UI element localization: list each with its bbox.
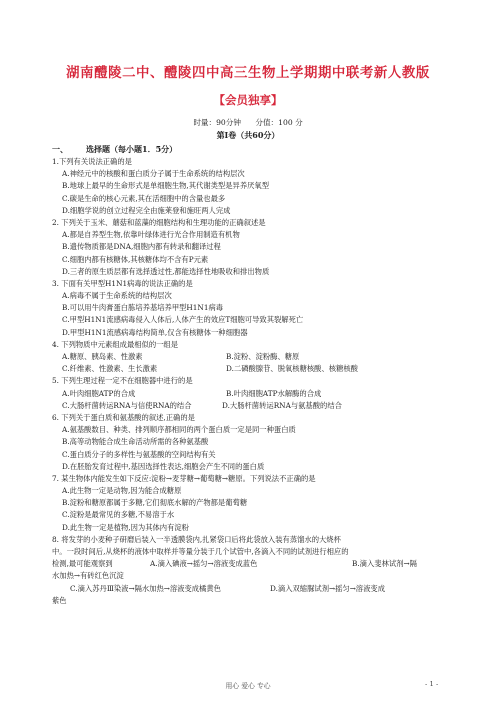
option-continued: 紫色: [52, 595, 67, 605]
page-number: - 1 -: [425, 680, 439, 688]
footer-text: 用心 爱心 专心: [225, 682, 271, 690]
question-stem: 5. 下列生理过程一定不在细胞器中进行的是: [52, 376, 193, 386]
question-stem: 1.下列有关说法正确的是: [52, 157, 132, 166]
option: D.三者的原生质层都有选择透过性,都能选择性地吸收和排出物质: [62, 266, 270, 276]
option: C.滴入苏丹Ⅲ染液→隔水加热→溶液变成橘黄色: [70, 583, 221, 593]
option: C.淀粉是最常见的多糖,不易溶于水: [62, 510, 175, 520]
option: A.病毒不属于生命系统的结构层次: [62, 291, 172, 301]
option: C.甲型H1N1流感病毒侵入人体后,人体产生的效应T细胞可导致其裂解死亡: [62, 315, 304, 325]
option: D.此生物一定是植物,因为其体内有淀粉: [62, 522, 189, 532]
option: A.滴入碘液→摇匀→溶液变成蓝色: [150, 559, 258, 569]
option: C.碳是生命的核心元素,其在活细胞中的含量也最多: [62, 193, 226, 203]
option-row: [52, 400, 452, 412]
option: A.糖原、胰岛素、性激素: [62, 352, 143, 361]
question-stem: 3. 下面有关甲型H1N1病毒的说法正确的是: [52, 278, 193, 288]
option: B.可以用牛肉膏蛋白胨培养基培养甲型H1N1病毒: [62, 303, 224, 313]
option: B.淀粉和糖原都属于多糖,它们彻底水解的产物都是葡萄糖: [62, 498, 248, 508]
question-stem-line: [52, 558, 452, 570]
question-stem: 7. 某生物体内能发生如下反应:淀粉→麦芽糖→葡萄糖→糖原。下列说法不正确的是: [52, 473, 316, 483]
option: B.叶肉细胞ATP水解酶的合成: [226, 388, 322, 398]
question-list: [52, 156, 452, 607]
option: B.遗传物质都是DNA,细胞内都有转录和翻译过程: [62, 242, 221, 252]
option: D.细胞学说的创立过程完全由施莱登和施旺两人完成: [62, 205, 231, 215]
document-title: 湖南醴陵二中、醴陵四中高三生物上学期期中联考新人教版: [66, 65, 430, 81]
exam-score: 分值：100 分: [255, 118, 303, 127]
option: B.滴入斐林试剂→隔: [352, 559, 417, 569]
option: C.纤维素、性激素、生长激素: [62, 364, 158, 374]
option-row: [52, 583, 452, 595]
section-heading: [52, 144, 177, 155]
section-title: 选择题（每小题1．5分）: [86, 144, 178, 154]
option-row: [52, 388, 452, 400]
question-stem-line: 中。一段时间后,从烧杯的液体中取样并等量分装于几个试管中,各滴入不同的试剂进行相应的: [52, 547, 349, 556]
question-stem-text: 检测,最可能观察到: [52, 559, 113, 569]
question-stem: 4. 下列物质中元素组成最相似的一组是: [52, 339, 179, 349]
option: D.大肠杆菌转运RNA与氨基酸的结合: [222, 400, 342, 410]
option: A.叶肉细胞ATP的合成: [62, 388, 136, 398]
option: C.大肠杆菌转运RNA与信使RNA的结合: [62, 400, 192, 410]
option-row: [52, 351, 452, 363]
option: D.滴入双缩脲试剂→摇匀→溶液变成: [270, 583, 385, 593]
option: B.淀粉、淀粉酶、糖原: [226, 352, 300, 361]
option-row: [52, 363, 452, 375]
option: B.高等动物能合成生命活动所需的各种氨基酸: [62, 437, 209, 447]
option: C.细胞内都有核糖体,其核糖体均不含有P元素: [62, 254, 209, 264]
member-badge: 【会员独享】: [213, 93, 283, 107]
section-number: 一、: [52, 144, 68, 154]
exam-meta: [0, 117, 496, 128]
option: A.都是自养型生物,依靠叶绿体进行光合作用制造有机物: [62, 230, 240, 240]
question-stem: 6. 下列关于蛋白质和氨基酸的叙述,正确的是: [52, 412, 195, 422]
option: B.地球上最早的生命形式是单细胞生物,其代谢类型是异养厌氧型: [62, 181, 270, 191]
option: C.蛋白质分子的多样性与氨基酸的空间结构有关: [62, 449, 216, 459]
question-stem: 2. 下列关于玉米、蘑菇和蓝藻的细胞结构和生理功能的正确叙述是: [52, 217, 266, 227]
option-continued: 水加热→有砖红色沉淀: [52, 571, 124, 581]
option: A.神经元中的核酸和蛋白质分子属于生命系统的结构层次: [62, 169, 245, 179]
question-stem-line: 8. 将发芽的小麦种子研磨后装入一半透膜袋内,扎紧袋口后将此袋放入装有蒸馏水的大烧杯: [52, 534, 341, 544]
part-title: 第Ⅰ卷（共60分）: [216, 130, 280, 140]
option: A.氨基酸数目、种类、排列顺序都相同的两个蛋白质一定是同一种蛋白质: [62, 425, 296, 435]
exam-time: 时量：90分钟: [193, 118, 241, 127]
option: D.二磷酸腺苷、脱氧核糖核酸、核糖核酸: [226, 364, 358, 374]
option: D.甲型H1N1流感病毒结构简单,仅含有核糖体一种细胞器: [62, 327, 248, 337]
option: A.此生物一定是动物,因为能合成糖原: [62, 486, 182, 496]
option: D.在胚胎发育过程中,基因选择性表达,细胞会产生不同的蛋白质: [62, 461, 265, 471]
